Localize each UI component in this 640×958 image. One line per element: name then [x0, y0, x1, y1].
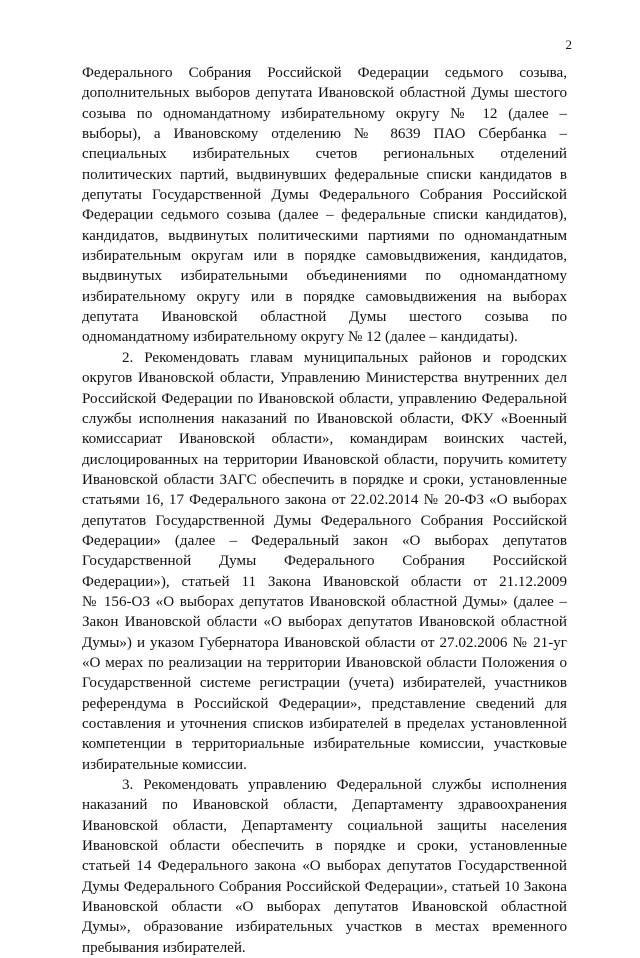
text-line: избирательные комиссии. — [82, 756, 247, 773]
text-line: округов Ивановской области, Управлению Министерства внутренних дел — [82, 370, 567, 387]
text-line: депутатов Государственной Думы Федерального Собрания Российской — [82, 512, 567, 529]
text-line: избирательному округу или в порядке самовыдвижения на выборах — [82, 288, 567, 305]
text-line: статьей 14 Федерального закона «О выборах депутатов Государственной — [82, 858, 567, 875]
text-line: кандидатов, выдвинутых политическими партиями по одномандатным — [82, 227, 567, 244]
text-line: Закон Ивановской области «О выборах депутатов Ивановской областной — [82, 614, 567, 631]
text-line: «О мерах по реализации на территории Ивановской области Положения о — [82, 654, 567, 671]
text-line: выборы), а Ивановскому отделению № 8639 ПАО Сбербанка – — [82, 126, 567, 143]
text-line: Государственной системе регистрации (учета) избирателей, участников — [82, 675, 567, 692]
text-line: 2. Рекомендовать главам муниципальных районов и городских — [122, 349, 567, 366]
text-line: наказаний по Ивановской области, Департаменту здравоохранения — [82, 797, 567, 814]
text-line: 3. Рекомендовать управлению Федеральной службы исполнения — [122, 777, 567, 794]
text-line: Ивановской области, Департаменту социальной защиты населения — [82, 817, 567, 834]
text-line: Думы») и указом Губернатора Ивановской области от 27.02.2006 № 21-уг — [82, 634, 567, 651]
text-line: Думы Федерального Собрания Российской Федерации», статьей 10 Закона — [82, 878, 567, 895]
text-line: Федерации»), статьей 11 Закона Ивановской области от 21.12.2009 — [82, 573, 567, 590]
text-line: дислоцированных на территории Ивановской области, поручить комитету — [82, 451, 567, 468]
text-line: службы исполнения наказаний по Ивановской области, ФКУ «Военный — [82, 410, 567, 427]
paragraph-continuation — [82, 63, 567, 348]
text-line: Государственной Думы Федерального Собрания Российской — [82, 553, 567, 570]
text-line: статьями 16, 17 Федерального закона от 22.02.2014 № 20-ФЗ «О выборах — [82, 492, 567, 509]
text-line: Ивановской области ЗАГС обеспечить в порядке и сроки, установленные — [82, 471, 567, 488]
text-line: пребывания избирателей. — [82, 939, 246, 956]
text-line: Российской Федерации по Ивановской области, управлению Федеральной — [82, 390, 567, 407]
text-line: одномандатному избирательному округу № 12 (далее – кандидаты). — [82, 329, 518, 346]
text-line: референдума в Российской Федерации», представление сведений для — [82, 695, 567, 712]
text-line: № 156-ОЗ «О выборах депутатов Ивановской областной Думы» (далее – — [82, 593, 567, 610]
text-line: избирательным округам или в порядке самовыдвижения, кандидатов, — [82, 248, 567, 265]
text-line: специальных избирательных счетов региональных отделений — [82, 146, 567, 163]
text-line: созыва по одномандатному избирательному округу № 12 (далее – — [82, 105, 567, 122]
text-line: дополнительных выборов депутата Ивановской областной Думы шестого — [82, 85, 567, 102]
text-line: Думы», образование избирательных участков в местах временного — [82, 919, 567, 936]
text-line: Федерации» (далее – Федеральный закон «О выборах депутатов — [82, 532, 567, 549]
text-line: компетенции в территориальные избирательные комиссии, участковые — [82, 736, 567, 753]
text-line: Ивановской области обеспечить в порядке и сроки, установленные — [82, 838, 567, 855]
page-number: 2 — [565, 37, 572, 52]
text-line: Федерации седьмого созыва (далее – федеральные списки кандидатов), — [82, 207, 567, 224]
text-line: политических партий, выдвинувших федеральные списки кандидатов в — [82, 166, 567, 183]
text-line: Ивановской области «О выборах депутатов Ивановской областной — [82, 899, 567, 916]
text-line: депутата Ивановской областной Думы шестого созыва по — [82, 309, 567, 326]
document-body — [82, 63, 567, 958]
paragraph-item-3 — [82, 775, 567, 958]
text-line: Федерального Собрания Российской Федерации седьмого созыва, — [82, 65, 567, 81]
text-line: депутаты Государственной Думы Федерального Собрания Российской — [82, 187, 567, 204]
text-line: составления и уточнения списков избирателей в пределах установленной — [82, 716, 567, 732]
text-line: выдвинутых избирательными объединениями по одномандатному — [82, 268, 567, 285]
paragraph-item-2 — [82, 348, 567, 775]
text-line: комиссариат Ивановской области», командирам воинских частей, — [82, 431, 567, 448]
